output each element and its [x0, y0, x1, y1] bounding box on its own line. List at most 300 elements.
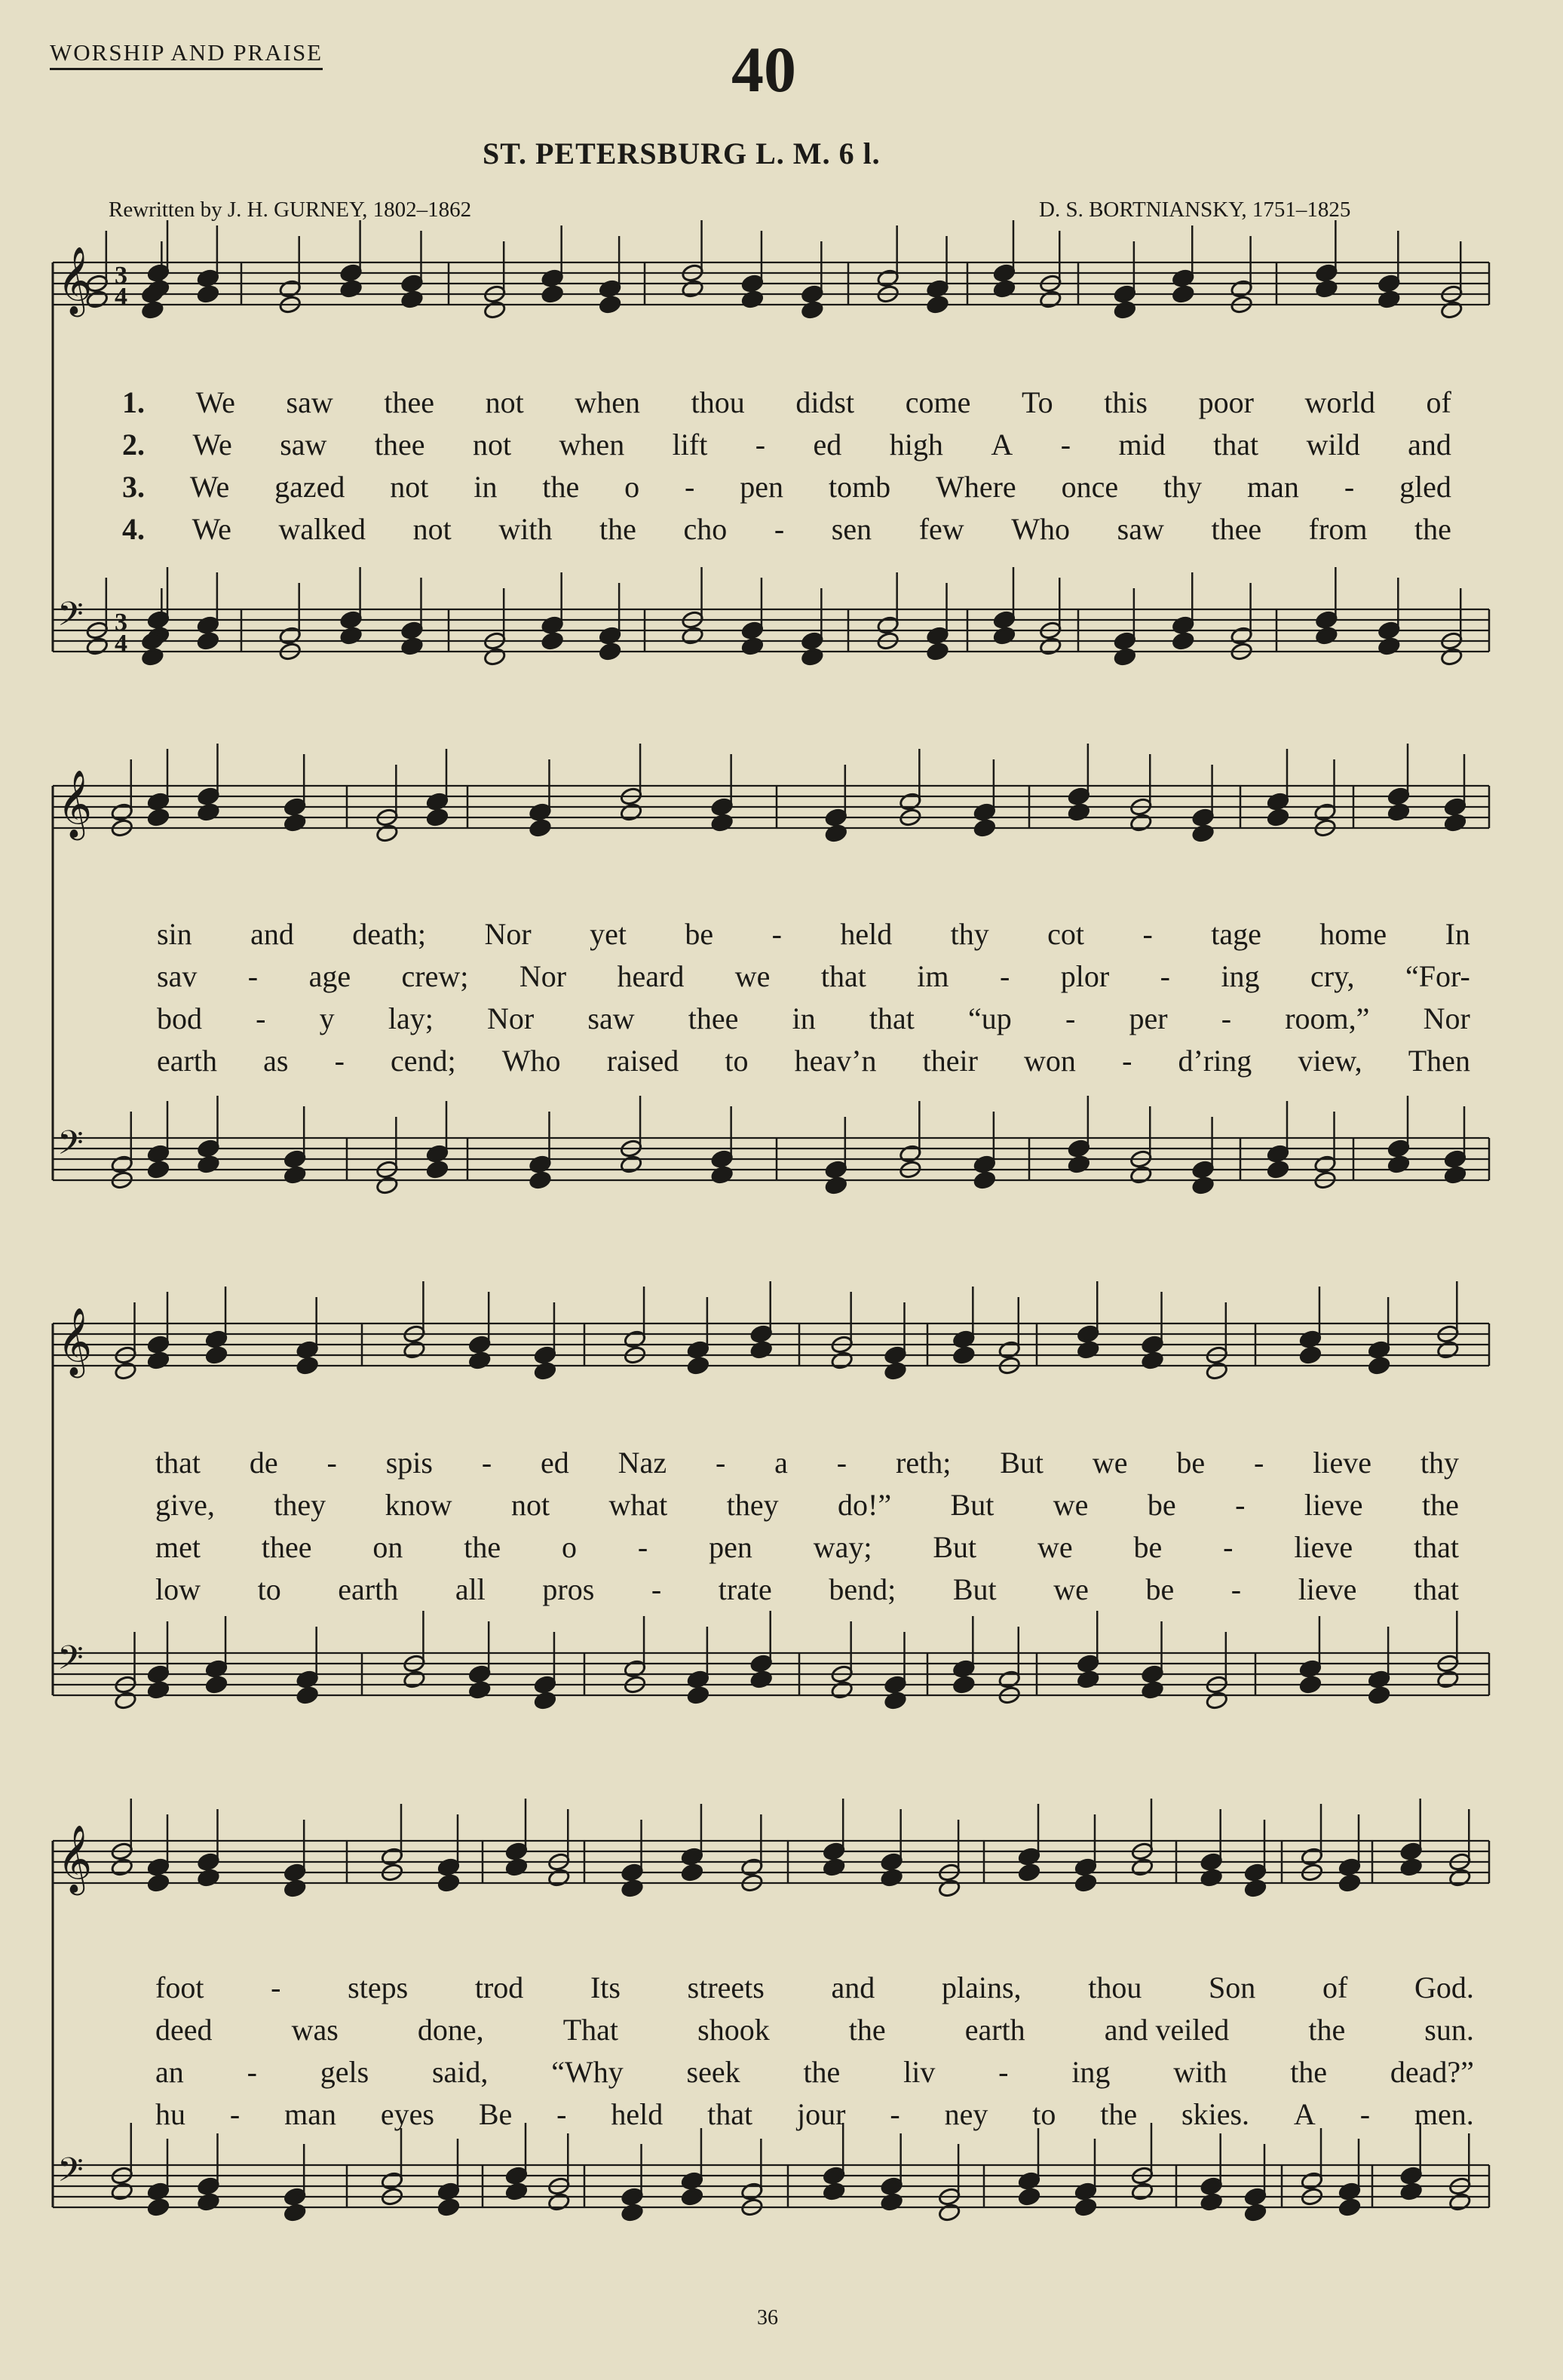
lyric-syllable: to: [257, 1572, 281, 1606]
note-head: [147, 2198, 170, 2217]
lyric-syllable: not: [485, 385, 524, 419]
note-head: [880, 1852, 903, 1872]
lyric-syllable: -: [334, 1044, 345, 1078]
note-head: [830, 1680, 854, 1700]
lyric-syllable: do!”: [838, 1488, 892, 1522]
lyric-syllable: 3.: [122, 470, 145, 504]
note-head: [740, 2182, 764, 2201]
lyric-syllable: that: [707, 2097, 753, 2131]
treble-clef: 𝄞: [57, 1308, 93, 1376]
note-head: [1172, 615, 1195, 635]
lyric-syllable: room,”: [1285, 1001, 1370, 1035]
note-head: [1039, 290, 1062, 309]
lyric-syllable: come: [905, 385, 971, 419]
verse-line: [155, 2054, 1474, 2090]
lyric-syllable: plor: [1060, 959, 1110, 993]
lyric-syllable: saw: [286, 385, 333, 419]
note-head: [741, 274, 765, 293]
note-head: [1077, 1324, 1100, 1344]
note-head: [884, 1691, 907, 1710]
note-head: [1074, 2182, 1098, 2201]
lyric-syllable: this: [1104, 385, 1148, 419]
note-head: [823, 2182, 846, 2201]
note-head: [197, 1155, 220, 1174]
lyric-syllable: crew;: [401, 959, 469, 993]
note-head: [823, 1842, 846, 1861]
note-head: [880, 1868, 903, 1888]
tune-title: ST. PETERSBURG L. M. 6 l.: [483, 136, 881, 170]
note-head: [973, 1170, 997, 1190]
note-head: [400, 274, 424, 293]
lyric-syllable: -: [998, 2055, 1009, 2089]
note-head: [283, 1165, 307, 1185]
note-head: [197, 1868, 220, 1888]
note-head: [426, 1144, 449, 1164]
lyric-syllable: on: [372, 1530, 403, 1564]
lyric-syllable: not: [390, 470, 429, 504]
lyric-syllable: pen: [740, 470, 784, 504]
note-head: [1267, 1160, 1290, 1179]
lyric-syllable: mid: [1118, 428, 1166, 462]
note-head: [681, 1863, 704, 1882]
note-head: [938, 2203, 961, 2222]
lyric-syllable: as: [263, 1044, 289, 1078]
note-head: [147, 808, 170, 827]
lyric-syllable: with: [1173, 2055, 1227, 2089]
lyric-syllable: when: [559, 428, 625, 462]
note-head: [400, 636, 424, 656]
note-head: [1068, 802, 1091, 822]
lyric-syllable: when: [575, 385, 640, 419]
lyric-syllable: ney: [944, 2097, 988, 2131]
lyric-syllable: and: [250, 917, 294, 951]
note-head: [599, 626, 622, 646]
page-number: 36: [757, 2306, 778, 2329]
note-head: [1141, 1351, 1164, 1370]
lyric-syllable: 2.: [122, 428, 145, 462]
note-head: [952, 1675, 976, 1695]
note-head: [1244, 1879, 1267, 1898]
note-head: [197, 284, 220, 304]
lyric-syllable: we: [1092, 1446, 1128, 1480]
note-head: [1299, 1675, 1322, 1695]
lyric-syllable: all: [455, 1572, 486, 1606]
lyric-syllable: Be: [478, 2097, 513, 2131]
note-head: [197, 802, 220, 822]
note-head: [534, 1675, 557, 1695]
note-head: [1191, 823, 1215, 843]
lyric-syllable: the: [1308, 2013, 1346, 2047]
lyric-syllable: few: [918, 512, 964, 546]
note-head: [825, 1176, 848, 1195]
note-head: [141, 647, 164, 667]
note-head: [1387, 1155, 1411, 1174]
note-head: [1313, 802, 1337, 822]
lyric-syllable: ed: [813, 428, 842, 462]
note-head: [197, 787, 220, 806]
lyric-syllable: the: [464, 1530, 501, 1564]
note-head: [483, 647, 507, 667]
verse-line: [122, 469, 1451, 505]
verse-line: [155, 1445, 1459, 1480]
note-head: [381, 2171, 404, 2191]
time-signature: 3: [115, 609, 127, 636]
note-head: [505, 1857, 529, 1877]
note-head: [505, 2166, 529, 2185]
lyric-syllable: walked: [278, 512, 366, 546]
note-head: [801, 284, 824, 304]
note-head: [114, 1361, 137, 1381]
note-head: [1074, 2198, 1098, 2217]
note-head: [1399, 1842, 1423, 1861]
lyric-syllable: bend;: [829, 1572, 896, 1606]
lyric-syllable: not: [472, 428, 512, 462]
lyric-syllable: know: [385, 1488, 452, 1522]
lyric-syllable: lieve: [1294, 1530, 1353, 1564]
lyric-syllable: -: [1359, 2097, 1371, 2131]
lyric-syllable: of: [1426, 385, 1451, 419]
note-head: [876, 268, 899, 288]
note-head: [993, 279, 1016, 299]
note-head: [1338, 2182, 1362, 2201]
lyric-syllable: de: [249, 1446, 278, 1480]
treble-clef: 𝄞: [57, 1825, 93, 1893]
lyric-syllable: -: [1223, 1530, 1234, 1564]
lyric-syllable: A: [991, 428, 1013, 462]
lyric-syllable: reth;: [896, 1446, 952, 1480]
note-head: [1068, 1139, 1091, 1158]
lyric-syllable: -: [1235, 1488, 1246, 1522]
note-head: [114, 1691, 137, 1710]
lyric-syllable: sav: [157, 959, 198, 993]
verse-line: [155, 1529, 1459, 1565]
lyric-syllable: -: [685, 470, 695, 504]
note-head: [741, 621, 765, 640]
note-head: [197, 1852, 220, 1872]
lyric-syllable: to: [725, 1044, 749, 1078]
lyric-syllable: Nor: [519, 959, 567, 993]
lyric-syllable: Naz: [618, 1446, 667, 1480]
note-head: [621, 1863, 644, 1882]
lyric-syllable: -: [1230, 1572, 1242, 1606]
lyric-syllable: death;: [352, 917, 427, 951]
lyric-syllable: streets: [687, 1971, 765, 2004]
lyric-syllable: men.: [1414, 2097, 1474, 2131]
lyric-syllable: dead?”: [1390, 2055, 1474, 2089]
note-head: [938, 1879, 961, 1898]
lyric-syllable: be: [1133, 1530, 1163, 1564]
lyric-syllable: said,: [431, 2055, 489, 2089]
lyric-syllable: liv: [903, 2055, 936, 2089]
note-head: [147, 1351, 170, 1370]
lyric-syllable: thee: [384, 385, 434, 419]
note-head: [973, 802, 997, 822]
note-head: [993, 263, 1016, 283]
lyric-syllable: way;: [813, 1530, 872, 1564]
note-head: [1172, 631, 1195, 651]
note-head: [749, 1324, 773, 1344]
note-head: [381, 1847, 404, 1866]
lyric-syllable: God.: [1414, 1971, 1474, 2004]
note-head: [801, 631, 824, 651]
lyric-syllable: seek: [686, 2055, 740, 2089]
lyric-syllable: -: [836, 1446, 847, 1480]
lyric-syllable: -: [771, 917, 782, 951]
lyric-syllable: thee: [261, 1530, 312, 1564]
lyric-syllable: of: [1322, 1971, 1348, 2004]
note-head: [993, 626, 1016, 646]
note-head: [621, 2187, 644, 2207]
note-head: [278, 626, 302, 646]
lyric-syllable: to: [1032, 2097, 1056, 2131]
lyric-syllable: raised: [606, 1044, 679, 1078]
lyric-syllable: deed: [155, 2013, 213, 2047]
note-head: [749, 1654, 773, 1673]
note-head: [1018, 1863, 1041, 1882]
note-head: [1440, 300, 1463, 320]
lyric-syllable: their: [922, 1044, 978, 1078]
lyric-syllable: gled: [1399, 470, 1451, 504]
lyric-syllable: cot: [1047, 917, 1085, 951]
verse-line: [155, 2096, 1474, 2132]
note-head: [1315, 610, 1338, 630]
note-head: [1267, 792, 1290, 811]
lyric-syllable: 4.: [122, 512, 145, 546]
note-head: [505, 1842, 529, 1861]
lyric-syllable: thee: [1211, 512, 1262, 546]
note-head: [681, 1847, 704, 1866]
lyric-syllable: lieve: [1304, 1488, 1363, 1522]
note-head: [1267, 1144, 1290, 1164]
note-head: [197, 268, 220, 288]
lyric-syllable: sun.: [1424, 2013, 1474, 2047]
note-head: [375, 1176, 399, 1195]
note-head: [468, 1680, 492, 1700]
note-head: [1172, 284, 1195, 304]
lyric-syllable: Nor: [487, 1001, 535, 1035]
lyric-syllable: thy: [1163, 470, 1203, 504]
lyric-syllable: that: [820, 959, 866, 993]
note-head: [1200, 2192, 1223, 2212]
note-head: [339, 626, 363, 646]
time-signature: 3: [115, 262, 127, 290]
lyric-syllable: sin: [157, 917, 192, 951]
lyric-syllable: d’ring: [1178, 1044, 1252, 1078]
lyric-syllable: -: [890, 2097, 900, 2131]
lyric-syllable: “For-: [1405, 959, 1470, 993]
lyric-syllable: an: [155, 2055, 184, 2089]
lyric-syllable: heard: [617, 959, 685, 993]
note-head: [825, 808, 848, 827]
note-head: [1399, 2182, 1423, 2201]
note-head: [710, 813, 734, 833]
note-head: [620, 1155, 643, 1174]
note-head: [952, 1345, 976, 1365]
note-head: [926, 295, 949, 314]
lyric-syllable: we: [1053, 1488, 1089, 1522]
lyric-syllable: A: [1293, 2097, 1316, 2131]
note-head: [1200, 1868, 1223, 1888]
lyric-syllable: -: [1065, 1001, 1076, 1035]
lyric-syllable: man: [1247, 470, 1299, 504]
lyric-syllable: didst: [795, 385, 855, 419]
lyric-syllable: We: [192, 428, 232, 462]
lyric-syllable: -: [1060, 428, 1071, 462]
note-head: [296, 1356, 319, 1376]
music-credit: D. S. BORTNIANSKY, 1751–1825: [1039, 198, 1351, 222]
note-head: [624, 1659, 647, 1679]
note-head: [1230, 279, 1253, 299]
note-head: [926, 626, 949, 646]
lyric-syllable: -: [774, 512, 785, 546]
note-head: [400, 290, 424, 309]
note-head: [687, 1670, 710, 1689]
note-head: [147, 1335, 170, 1354]
lyric-syllable: But: [933, 1530, 977, 1564]
lyric-syllable: But: [1000, 1446, 1044, 1480]
lyric-syllable: done,: [417, 2013, 484, 2047]
note-head: [147, 1664, 170, 1684]
note-head: [400, 621, 424, 640]
lyric-syllable: high: [889, 428, 943, 462]
note-head: [541, 615, 564, 635]
verse-line: [157, 916, 1470, 952]
note-head: [296, 1685, 319, 1705]
note-head: [621, 2203, 644, 2222]
note-head: [468, 1664, 492, 1684]
lyric-syllable: saw: [280, 428, 327, 462]
note-head: [1039, 636, 1062, 656]
lyric-syllable: But: [952, 1572, 997, 1606]
note-head: [529, 1155, 552, 1174]
verse-line: [157, 1001, 1470, 1036]
note-head: [339, 263, 363, 283]
bass-clef: 𝄢: [57, 594, 84, 642]
note-head: [1368, 1670, 1391, 1689]
lyric-syllable: man: [284, 2097, 336, 2131]
note-head: [1114, 631, 1137, 651]
lyric-syllable: -: [247, 2055, 257, 2089]
lyric-syllable: the: [1414, 512, 1451, 546]
lyric-syllable: That: [562, 2013, 619, 2047]
note-head: [801, 647, 824, 667]
note-head: [197, 2192, 220, 2212]
note-head: [1368, 1340, 1391, 1360]
note-head: [283, 797, 307, 817]
note-head: [1448, 1868, 1472, 1888]
note-head: [1315, 626, 1338, 646]
note-head: [1191, 808, 1215, 827]
note-head: [1338, 1857, 1362, 1877]
lyric-syllable: low: [155, 1572, 201, 1606]
note-head: [1338, 1873, 1362, 1893]
lyric-syllable: and: [1408, 428, 1451, 462]
note-head: [375, 823, 399, 843]
lyric-syllable: world: [1304, 385, 1375, 419]
note-head: [624, 1330, 647, 1349]
lyric-syllable: To: [1021, 385, 1053, 419]
verse-line: [155, 1487, 1459, 1523]
note-head: [1448, 2192, 1472, 2212]
note-head: [899, 792, 922, 811]
note-head: [1444, 797, 1467, 817]
note-head: [740, 1857, 764, 1877]
note-head: [1244, 2187, 1267, 2207]
lyric-syllable: cho: [683, 512, 728, 546]
lyric-syllable: not: [412, 512, 452, 546]
note-head: [296, 1340, 319, 1360]
lyric-syllable: ed: [541, 1446, 569, 1480]
note-head: [687, 1356, 710, 1376]
lyric-syllable: Its: [590, 1971, 621, 2004]
note-head: [1018, 1847, 1041, 1866]
note-head: [197, 631, 220, 651]
lyric-syllable: that: [1414, 1572, 1459, 1606]
note-head: [1315, 263, 1338, 283]
note-head: [1114, 647, 1137, 667]
note-head: [1244, 2203, 1267, 2222]
note-head: [1387, 1139, 1411, 1158]
bass-clef: 𝄢: [57, 1638, 84, 1685]
lyric-syllable: -: [651, 1572, 662, 1606]
lyric-syllable: not: [510, 1488, 550, 1522]
lyric-syllable: skies.: [1181, 2097, 1250, 2131]
note-head: [86, 636, 109, 656]
lyric-syllable: ing: [1221, 959, 1260, 993]
lyric-syllable: We: [195, 385, 235, 419]
note-head: [197, 1139, 220, 1158]
note-head: [437, 1873, 461, 1893]
note-head: [1191, 1176, 1215, 1195]
lyric-syllable: that: [869, 1001, 915, 1035]
lyric-syllable: thee: [688, 1001, 739, 1035]
lyric-syllable: pros: [542, 1572, 595, 1606]
note-head: [541, 631, 564, 651]
note-head: [687, 1340, 710, 1360]
lyric-syllable: y: [319, 1001, 335, 1035]
note-head: [1444, 1149, 1467, 1169]
lyric-syllable: Son: [1209, 1971, 1256, 2004]
note-head: [110, 1155, 133, 1174]
note-head: [1299, 1330, 1322, 1349]
note-head: [1074, 1873, 1098, 1893]
note-head: [599, 279, 622, 299]
lyric-syllable: we: [1037, 1530, 1073, 1564]
lyric-syllable: Then: [1408, 1044, 1470, 1078]
note-head: [283, 1879, 307, 1898]
lyric-syllable: wild: [1306, 428, 1360, 462]
lyric-syllable: earth: [964, 2013, 1025, 2047]
lyric-syllable: won: [1024, 1044, 1076, 1078]
lyric-syllable: a: [774, 1446, 788, 1480]
note-head: [468, 1335, 492, 1354]
note-head: [547, 2192, 571, 2212]
note-head: [1018, 2187, 1041, 2207]
note-head: [1141, 1680, 1164, 1700]
note-head: [339, 610, 363, 630]
note-head: [1206, 1361, 1229, 1381]
lyric-syllable: o: [624, 470, 640, 504]
note-head: [147, 2182, 170, 2201]
note-head: [1444, 1165, 1467, 1185]
lyric-syllable: lay;: [388, 1001, 434, 1035]
lyric-syllable: -: [256, 1001, 266, 1035]
note-head: [147, 1857, 170, 1877]
note-head: [283, 2203, 307, 2222]
verse-line: [155, 1970, 1474, 2005]
note-head: [468, 1351, 492, 1370]
lyric-syllable: be: [1147, 1488, 1176, 1522]
